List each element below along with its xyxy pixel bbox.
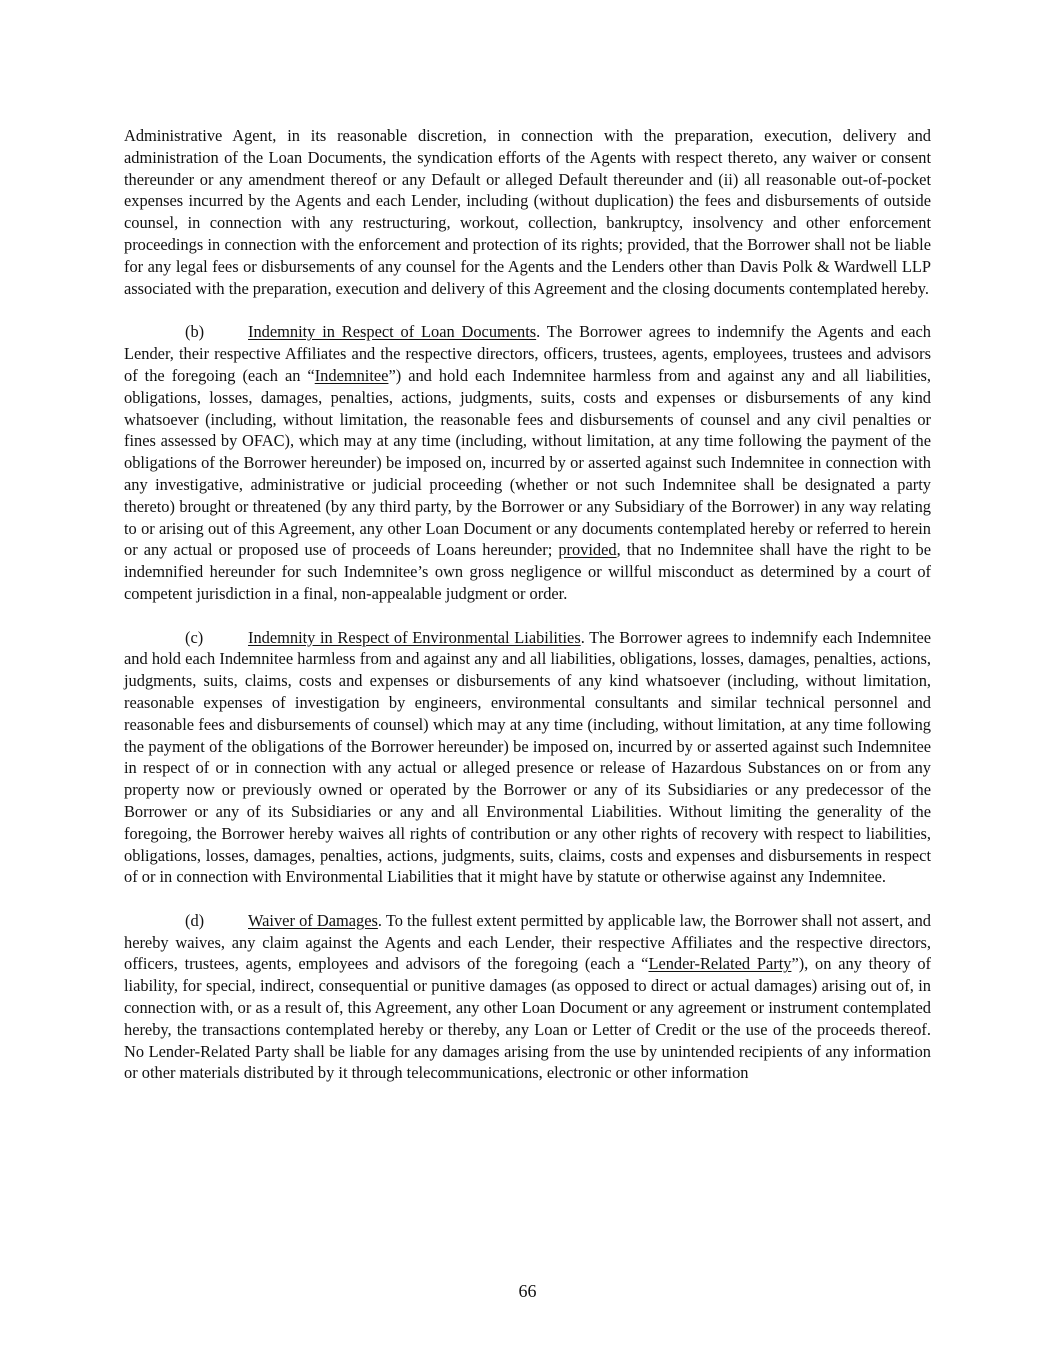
- term-provided: provided: [558, 540, 617, 560]
- section-b-label: (b): [185, 322, 205, 342]
- section-d-text-1: . To the fullest extent permitted by applicable law, the Borrower shall not assert, and hereby waives, any claim against the Agents and each Lender, their respective Affiliates and the respective directors, officers, trustees, agents, employees and advisors of the foregoing (each a “: [124, 910, 932, 974]
- section-c-label: (c): [185, 627, 204, 647]
- section-d-label: (d): [185, 910, 205, 930]
- section-b-heading: Indemnity in Respect of Loan Documents: [248, 322, 537, 342]
- document-page: [124, 125, 931, 1106]
- section-d-paragraph: [124, 910, 931, 1084]
- term-indemnitee: Indemnitee: [314, 365, 389, 385]
- term-lender-related-party: Lender-Related Party: [648, 954, 792, 974]
- section-b-text-1: . The Borrower agrees to indemnify the Agents and each Lender, their respective Affiliates and the respective directors, officers, trustees, agents, employees, trustees and advisors of the foregoing (each an “: [124, 322, 931, 385]
- section-b-paragraph: [124, 321, 931, 604]
- section-b-text-2: ”) and hold each Indemnitee harmless from and against any and all liabilities, obligations, losses, damages, penalties, actions, judgments, suits, costs and expenses or disbursements of any kind whatsoever (including, without limitation, the reasonable fees and disbursements of counsel and any civil penalties or fines assessed by OFAC), which may at any time (including, without limitation, at any time following the payment of the obligations of the Borrower hereunder) be imposed on, incurred by or asserted against such Indemnitee in connection with any investigative, administrative or judicial proceeding (whether or not such Indemnitee shall be designated a party thereto) brought or threatened (by any third party, by the Borrower or any Subsidiary of the Borrower) in any way relating to or arising out of this Agreement, any other Loan Document or any documents contemplated hereby or referred to herein or any actual or proposed use of proceeds of Loans hereunder;: [124, 365, 931, 560]
- section-c-text-1: . The Borrower agrees to indemnify each Indemnitee and hold each Indemnitee harmless from and against any and all liabilities, obligations, losses, damages, penalties, actions, judgments, suits, claims, costs and expenses or disbursements of any kind whatsoever (including, without limitation, reasonable expenses of investigation by engineers, environmental consultants and similar technical personnel and reasonable fees and disbursements of counsel) which may at any time (including, without limitation, at any time following the payment of the obligations of the Borrower hereunder) be imposed on, incurred by or asserted against such Indemnitee in respect of or in connection with any actual or alleged presence or release of Hazardous Substances on or from any property now or previously owned or operated by the Borrower or any of its Subsidiaries or any predecessor of the Borrower or any of its Subsidiaries or any and all Environmental Liabilities. Without limiting the generality of the foregoing, the Borrower hereby waives all rights of contribution or any other rights of recovery with respect to liabilities, obligations, losses, damages, penalties, actions, judgments, suits, claims, costs and expenses and disbursements in respect of or in connection with Environmental Liabilities that it might have by statute or otherwise against any Indemnitee.: [124, 627, 931, 887]
- section-d-heading: Waiver of Damages: [248, 910, 378, 930]
- section-d-text-2: ”), on any theory of liability, for special, indirect, consequential or punitive damages (as opposed to direct or actual damages) arising out of, in connection with, or as a result of, this Agreement, any other Loan Document or any agreement or instrument contemplated hereby, the transactions contemplated hereby or thereby, any Loan or Letter of Credit or the use of the proceeds thereof. No Lender-Related Party shall be liable for any damages arising from the use by unintended recipients of any information or other materials distributed by it through telecommunications, electronic or other information: [124, 954, 931, 1083]
- page-number: 66: [518, 1281, 537, 1301]
- section-c-heading: Indemnity in Respect of Environmental Liabilities: [248, 627, 581, 647]
- section-b-text-3: , that no Indemnitee shall have the right to be indemnified hereunder for such Indemnitee’s own gross negligence or willful misconduct as determined by a court of competent jurisdiction in a final, non-appealable judgment or order.: [124, 540, 931, 603]
- lead-paragraph: Administrative Agent, in its reasonable discretion, in connection with the preparation, execution, delivery and administration of the Loan Documents, the syndication efforts of the Agents with respect thereto, any waiver or consent thereunder or any amendment thereof or any Default or alleged Default thereunder and (ii) all reasonable out-of-pocket expenses incurred by the Agents and each Lender, including (without duplication) the fees and disbursements of outside counsel, in connection with any restructuring, workout, collection, bankruptcy, insolvency and other enforcement proceedings in connection with the enforcement and protection of its rights; provided, that the Borrower shall not be liable for any legal fees or disbursements of any counsel for the Agents and the Lenders other than Davis Polk & Wardwell LLP associated with the preparation, execution and delivery of this Agreement and the closing documents contemplated hereby.: [124, 126, 931, 298]
- section-c-paragraph: [124, 627, 931, 889]
